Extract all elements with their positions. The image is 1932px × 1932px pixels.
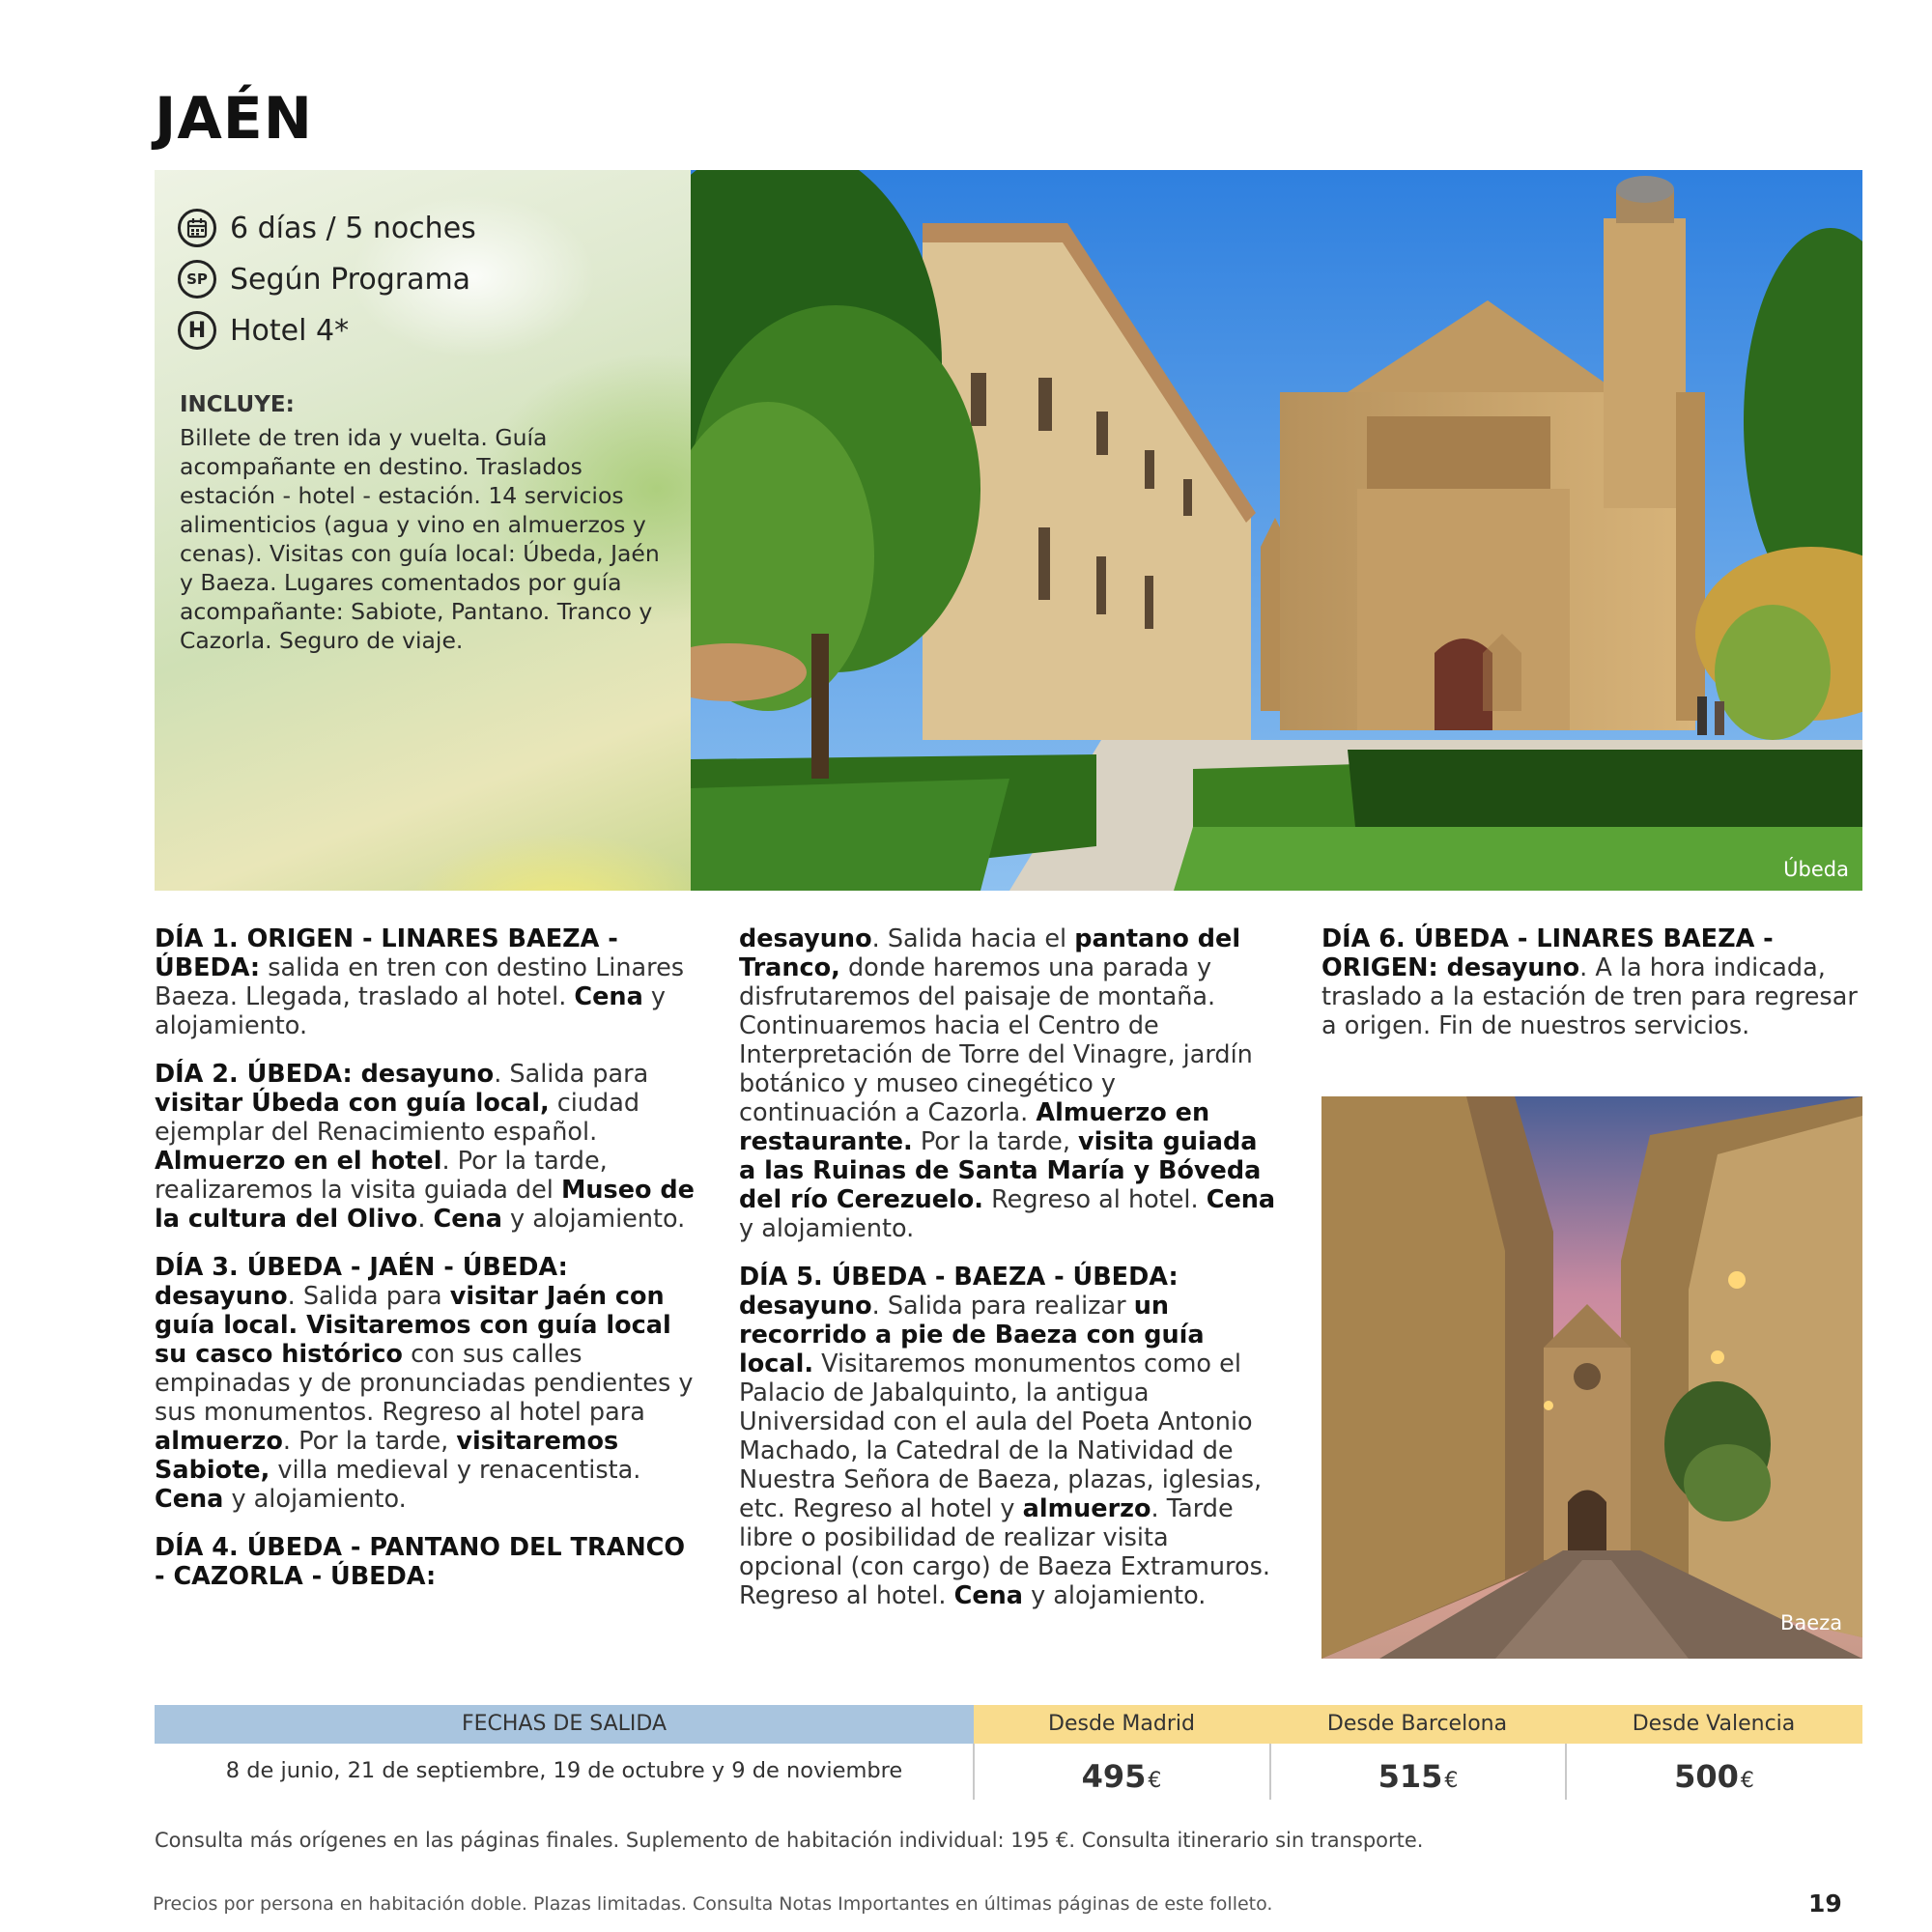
- day-4-heading: DÍA 4. ÚBEDA - PANTANO DEL TRANCO - CAZORLA - ÚBEDA:: [155, 1533, 686, 1591]
- calendar-icon: [178, 209, 216, 247]
- includes-text: Billete de tren ida y vuelta. Guía acompañante en destino. Traslados estación - hotel - estación. 14 servicios alimenticios (agua y vino en almuerzos y cenas). Visitas con guía local: Úbeda, Jaén y Baeza. Lugares comentados por guía acompañante: Sabiote, Pantano. Tranco y Cazorla. Seguro de viaje.: [180, 424, 660, 654]
- supplement-note: Consulta más orígenes en las páginas finales. Suplemento de habitación individual: 195 €. Consulta itinerario sin transporte.: [155, 1829, 1424, 1852]
- meal-plan-icon: SP: [178, 260, 216, 298]
- page-title: JAÉN: [155, 85, 313, 153]
- city-barcelona-label: Desde Barcelona: [1326, 1712, 1508, 1736]
- baeza-caption: Baeza: [1780, 1611, 1843, 1634]
- price-madrid: 495€: [1081, 1758, 1162, 1795]
- price-barcelona: 515€: [1378, 1758, 1459, 1795]
- price-header-bar: [974, 1705, 1862, 1744]
- meals-text: Según Programa: [230, 262, 471, 297]
- page-number: 19: [1808, 1889, 1842, 1918]
- footer-note: Precios por persona en habitación doble. Plazas limitadas. Consulta Notas Importantes en últimas páginas de este folleto.: [153, 1893, 1273, 1915]
- departure-dates: 8 de junio, 21 de septiembre, 19 de octubre y 9 de noviembre: [225, 1758, 903, 1783]
- trip-summary-panel: [155, 170, 691, 891]
- day-2: DÍA 2. ÚBEDA: desayuno. Salida para visitar Úbeda con guía local, ciudad ejemplar del Renacimiento español. Almuerzo en el hotel. Por la tarde, realizaremos la visita guiada del Museo de la cultura del Olivo. Cena y alojamiento.: [155, 1060, 695, 1234]
- day-6: DÍA 6. ÚBEDA - LINARES BAEZA - ORIGEN: desayuno. A la hora indicada, traslado a la estación de tren para regresar a origen. Fin de nuestros servicios.: [1321, 924, 1858, 1040]
- hotel-text: Hotel 4*: [230, 313, 350, 348]
- meals-row: [178, 260, 470, 298]
- itinerary-column-2: [739, 924, 1280, 1630]
- price-table: [155, 1705, 1862, 1797]
- day-5: DÍA 5. ÚBEDA - BAEZA - ÚBEDA: desayuno. Salida para realizar un recorrido a pie de Baeza con guía local. Visitaremos monumentos como el Palacio de Jabalquinto, la antigua Universidad con el aula del Poeta Antonio Machado, la Catedral de la Natividad de Nuestra Señora de Baeza, plazas, iglesias, etc. Regreso al hotel y almuerzo. Tarde libre o posibilidad de realizar visita opcional (con cargo) de Baeza Extramuros. Regreso al hotel. Cena y alojamiento.: [739, 1263, 1270, 1610]
- baeza-photo: [1321, 1096, 1862, 1659]
- day-3: DÍA 3. ÚBEDA - JAÉN - ÚBEDA: desayuno. Salida para visitar Jaén con guía local. Visitaremos con guía local su casco histórico con sus calles empinadas y de pronunciadas pendientes y sus monumentos. Regreso al hotel para almuerzo. Por la tarde, visitaremos Sabiote, villa medieval y renacentista. Cena y alojamiento.: [155, 1253, 694, 1514]
- itinerary-column-3: [1321, 924, 1862, 1060]
- duration-row: [178, 209, 476, 247]
- departure-dates-header: FECHAS DE SALIDA: [155, 1705, 974, 1744]
- includes-heading: INCLUYE:: [180, 392, 295, 417]
- hotel-row: [178, 311, 349, 350]
- ubeda-photo: [691, 170, 1862, 891]
- day-1: DÍA 1. ORIGEN - LINARES BAEZA - ÚBEDA: salida en tren con destino Linares Baeza. Llegada, traslado al hotel. Cena y alojamiento.: [155, 924, 685, 1040]
- hero-section: [155, 170, 1862, 891]
- duration-text: 6 días / 5 noches: [230, 211, 476, 245]
- city-madrid-label: Desde Madrid: [1048, 1712, 1195, 1736]
- price-valencia: 500€: [1674, 1758, 1754, 1795]
- itinerary-column-1: [155, 924, 696, 1610]
- city-valencia-label: Desde Valencia: [1632, 1712, 1796, 1736]
- ubeda-caption: Úbeda: [1783, 858, 1849, 881]
- day-4-body: desayuno. Salida hacia el pantano del Tranco, donde haremos una parada y disfrutaremos del paisaje de montaña. Continuaremos hacia el Centro de Interpretación de Torre del Vinagre, jardín botánico y museo cinegético y continuación a Cazorla. Almuerzo en restaurante. Por la tarde, visita guiada a las Ruinas de Santa María y Bóveda del río Cerezuelo. Regreso al hotel. Cena y alojamiento.: [739, 924, 1276, 1243]
- hotel-icon: H: [178, 311, 216, 350]
